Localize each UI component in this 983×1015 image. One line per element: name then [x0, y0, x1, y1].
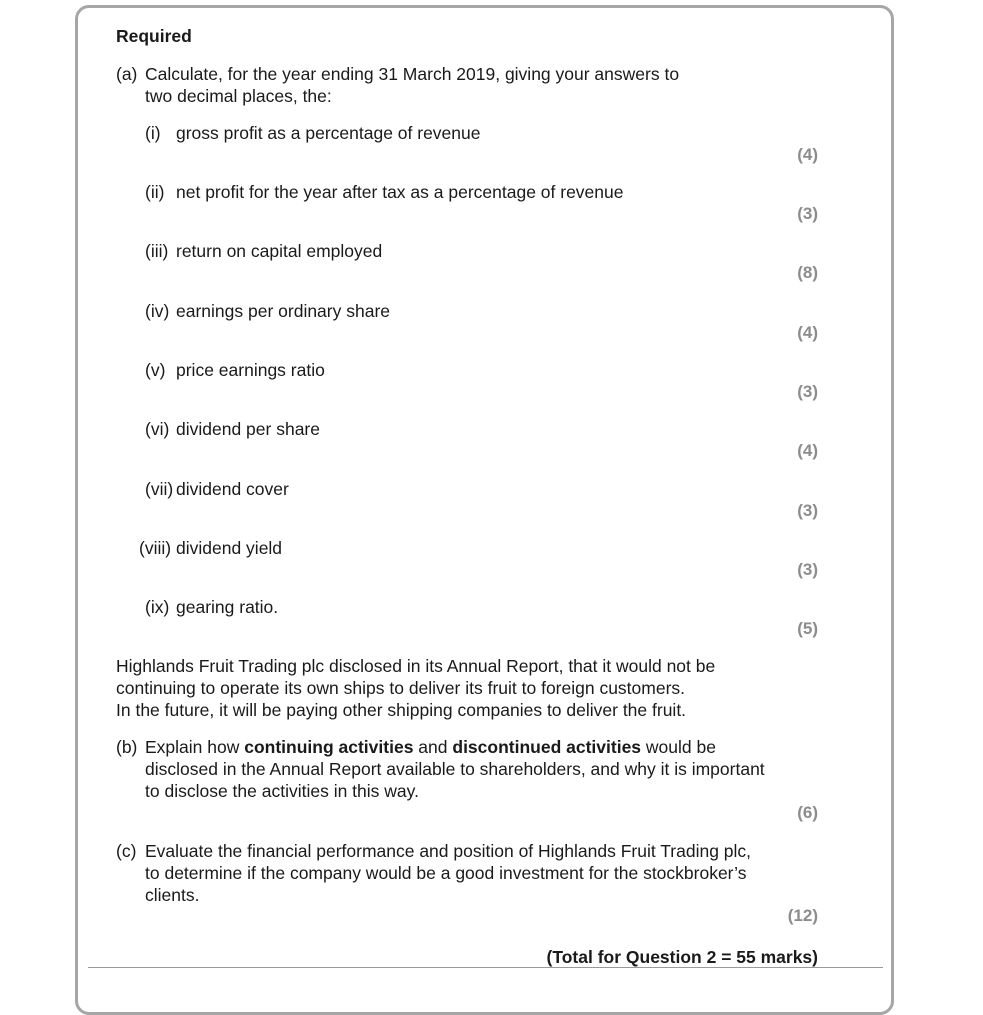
context-paragraph-line1: Highlands Fruit Trading plc disclosed in its Annual Report, that it would not be — [116, 656, 716, 676]
part-b-text: and — [413, 737, 453, 757]
item-text: dividend per share — [176, 419, 320, 439]
item-number: (ix) — [145, 597, 170, 617]
item-text: dividend yield — [176, 538, 283, 558]
part-b-label: (b) — [116, 737, 138, 757]
item-marks: (5) — [797, 619, 818, 638]
question-total: (Total for Question 2 = 55 marks) — [546, 947, 818, 967]
required-heading: Required — [116, 26, 192, 46]
item-number: (viii) — [139, 538, 172, 558]
item-marks: (3) — [797, 560, 818, 579]
part-a-instruction-line1: Calculate, for the year ending 31 March 2019, giving your answers to — [145, 64, 680, 84]
item-text: dividend cover — [176, 479, 289, 499]
item-number: (iv) — [145, 301, 170, 321]
item-number: (ii) — [145, 182, 165, 202]
bottom-divider — [88, 967, 883, 968]
item-number: (v) — [145, 360, 166, 380]
item-text: return on capital employed — [176, 241, 383, 261]
part-b-line3: to disclose the activities in this way. — [145, 781, 419, 801]
context-paragraph-line3: In the future, it will be paying other shipping companies to deliver the fruit. — [116, 700, 687, 720]
context-paragraph-line2: continuing to operate its own ships to deliver its fruit to foreign customers. — [116, 678, 686, 698]
item-marks: (8) — [797, 263, 818, 282]
part-c-line1: Evaluate the financial performance and position of Highlands Fruit Trading plc, — [145, 841, 752, 861]
part-c-marks: (12) — [787, 906, 818, 925]
part-c-label: (c) — [116, 841, 137, 861]
item-marks: (3) — [797, 501, 818, 520]
item-text: price earnings ratio — [176, 360, 325, 380]
part-b-text: Explain how — [145, 737, 245, 757]
item-number: (iii) — [145, 241, 169, 261]
part-b-line2: disclosed in the Annual Report available to shareholders, and why it is important — [145, 759, 765, 779]
item-text: gearing ratio. — [176, 597, 279, 617]
continuing-activities-term: continuing activities — [244, 737, 414, 757]
item-marks: (4) — [797, 145, 818, 164]
part-b-line1 — [145, 736, 716, 758]
part-c-line3: clients. — [145, 885, 200, 905]
item-number: (vi) — [145, 419, 170, 439]
item-number: (i) — [145, 123, 161, 143]
discontinued-activities-term: discontinued activities — [452, 737, 642, 757]
item-number: (vii) — [145, 479, 174, 499]
part-b-text: would be — [641, 737, 716, 757]
part-a-instruction-line2: two decimal places, the: — [145, 86, 332, 106]
part-a-label: (a) — [116, 64, 138, 84]
item-text: earnings per ordinary share — [176, 301, 391, 321]
part-b-marks: (6) — [797, 803, 818, 822]
item-text: gross profit as a percentage of revenue — [176, 123, 481, 143]
item-text: net profit for the year after tax as a percentage of revenue — [176, 182, 624, 202]
item-marks: (4) — [797, 441, 818, 460]
item-marks: (3) — [797, 382, 818, 401]
item-marks: (3) — [797, 204, 818, 223]
part-c-line2: to determine if the company would be a good investment for the stockbroker’s — [145, 863, 747, 883]
item-marks: (4) — [797, 323, 818, 342]
